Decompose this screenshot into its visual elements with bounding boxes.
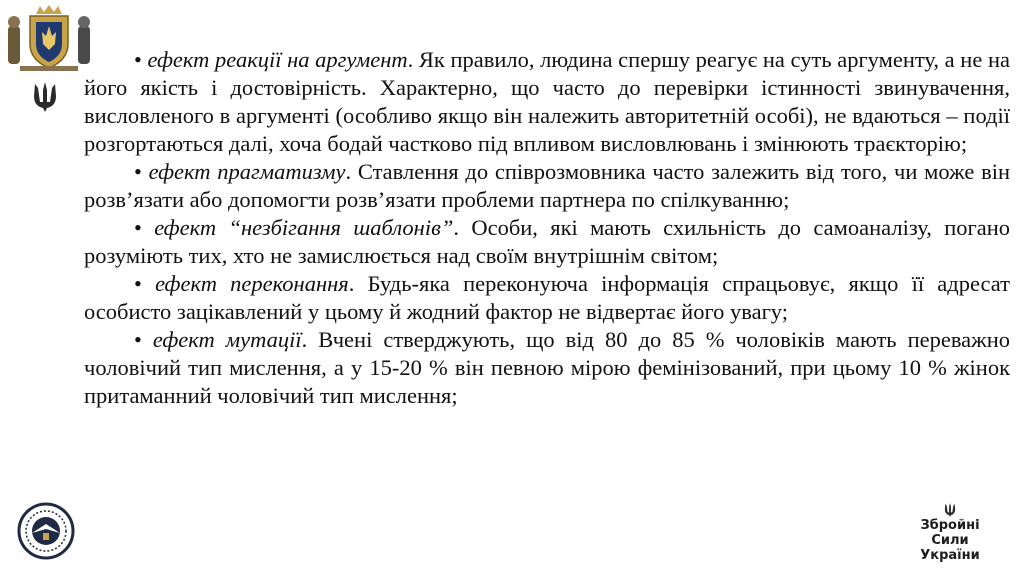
paragraph-pragmatism (84, 158, 1010, 214)
paragraph-text: . Як правило, людина спершу реагує на суть аргументу, а не на його якість і достовірність. Характерно, що часто до перевірки істинності звинувачення, висловленого в аргументі (особливо якщо він належить авторитетній особі), не вдаються – події розгортаються далі, хоча бодай частково під впливом висловлювань і змінюють траєкторію; (84, 47, 1010, 156)
term: ефект “незбігання шаблонів” (154, 215, 454, 240)
brand-name-line1: Збройні Сили (920, 518, 980, 548)
term: ефект реакції на аргумент (147, 47, 408, 72)
brand-logo (900, 502, 1000, 562)
paragraph-mutation (84, 326, 1010, 410)
paragraph-text: . Будь-яка переконуюча інформація спрацьовує, якщо її адресат особисто зацікавлений у цьому й жодний фактор не відвертає його увагу; (84, 271, 1010, 324)
trident-icon (943, 502, 957, 518)
paragraph-reaction (84, 46, 1010, 158)
paragraph-text: . Вчені стверджують, що від 80 до 85 % чоловіків мають переважно чоловічий тип мислення, а у 15-20 % він певною мірою фемінізований, при цьому 10 % жінок притаманний чоловічий тип мислення; (84, 327, 1010, 408)
term: ефект переконання (155, 271, 349, 296)
bullet-icon: • (134, 327, 142, 352)
paragraph-patterns (84, 214, 1010, 270)
brand-name-line2: України (920, 548, 980, 563)
paragraph-text: . Ставлення до співрозмовника часто залежить від того, чи може він розв’язати або допомогти розв’язати проблеми партнера по спілкуванню; (84, 159, 1010, 212)
document-body (84, 46, 1010, 410)
term: ефект прагматизму (148, 159, 346, 184)
paragraph-persuasion (84, 270, 1010, 326)
term: ефект мутації (152, 327, 302, 352)
bullet-icon: • (134, 47, 142, 72)
department-emblem-icon (10, 502, 82, 560)
bullet-icon: • (134, 159, 142, 184)
bullet-icon: • (134, 271, 142, 296)
trident-icon (30, 80, 60, 114)
bullet-icon: • (134, 215, 142, 240)
coat-of-arms-icon (6, 4, 92, 74)
paragraph-text: . Особи, які мають схильність до самоаналізу, погано розуміють тих, хто не замислюється над своїм внутрішнім світом; (84, 215, 1011, 268)
